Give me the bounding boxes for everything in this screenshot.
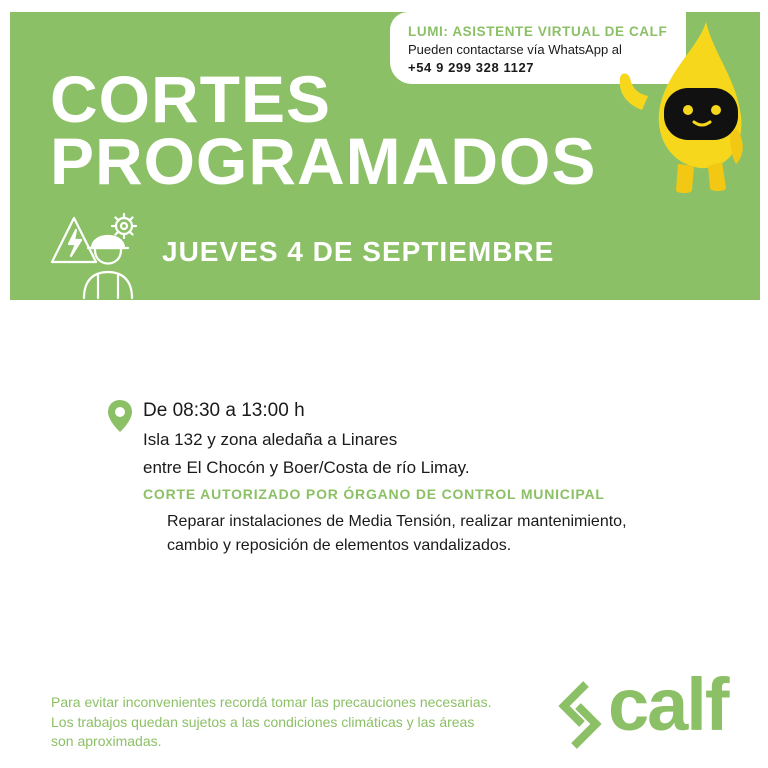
- location-pin-icon: [107, 399, 133, 433]
- assistant-phone[interactable]: +54 9 299 328 1127: [408, 60, 535, 75]
- calf-logo: [556, 663, 746, 754]
- title-line-2: PROGRAMADOS: [50, 124, 597, 198]
- assistant-title: LUMI: ASISTENTE VIRTUAL DE CALF: [408, 24, 668, 39]
- location-line-2: entre El Chocón y Boer/Costa de río Limay.: [143, 458, 470, 477]
- outage-time: De 08:30 a 13:00 h: [143, 400, 305, 421]
- footer-line-1: Para evitar inconvenientes recordá tomar las precauciones necesarias.: [51, 694, 492, 710]
- authorization-note: CORTE AUTORIZADO POR ÓRGANO DE CONTROL MUNICIPAL: [143, 486, 605, 502]
- calf-logo-mark-icon: [556, 678, 608, 752]
- calf-logo-text: calf: [608, 663, 728, 746]
- worker-high-voltage-icon: [48, 210, 148, 300]
- lumi-mascot-icon: [612, 18, 744, 196]
- outage-date: JUEVES 4 DE SEPTIEMBRE: [162, 236, 555, 267]
- description-line-2: cambio y reposición de elementos vandalizados.: [167, 537, 512, 554]
- assistant-text: Pueden contactarse vía WhatsApp al: [408, 42, 622, 57]
- description-line-1: Reparar instalaciones de Media Tensión, realizar mantenimiento,: [167, 513, 627, 530]
- footer-line-3: son aproximadas.: [51, 733, 162, 749]
- footer-line-2: Los trabajos quedan sujetos a las condiciones climáticas y las áreas: [51, 714, 475, 730]
- location-line-1: Isla 132 y zona aledaña a Linares: [143, 430, 398, 449]
- title-line-1: CORTES: [50, 62, 332, 136]
